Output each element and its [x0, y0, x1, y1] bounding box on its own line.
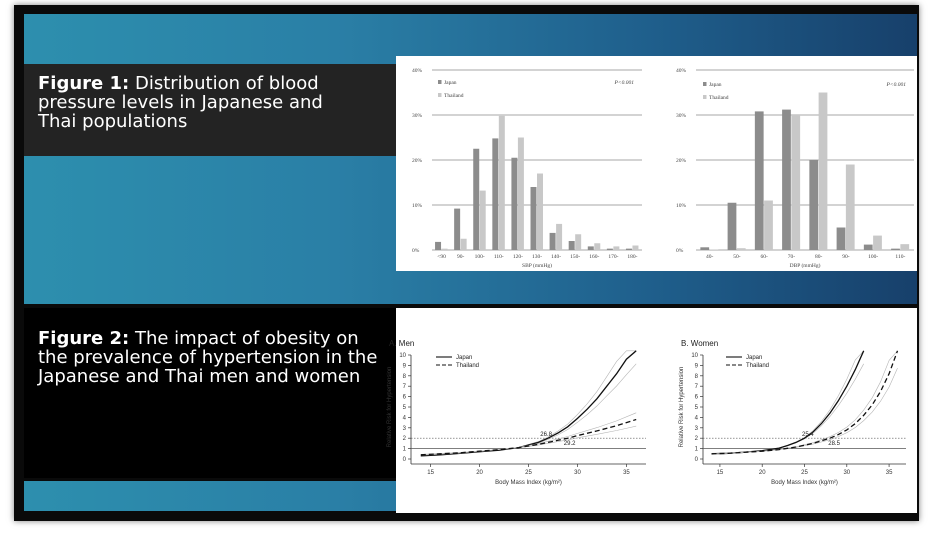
y-tick-label: 10	[691, 353, 698, 359]
bar-japan	[782, 110, 791, 250]
y-tick-label: 4	[694, 415, 698, 422]
figure1-caption-box	[24, 64, 396, 156]
y-tick-label: 2	[402, 436, 406, 443]
ci-line-thailand	[421, 426, 636, 455]
x-tick-label: 40-	[705, 254, 714, 260]
legend-swatch	[703, 95, 707, 99]
y-tick-label: 40%	[412, 68, 423, 74]
ci-line-japan	[712, 364, 864, 455]
y-tick-label: 9	[694, 363, 698, 370]
bar-japan	[755, 111, 764, 250]
x-tick-label: 90-	[456, 254, 465, 260]
y-tick-label: 30%	[676, 113, 687, 119]
series-line-thailand	[421, 420, 636, 455]
x-tick-label: 110-	[895, 254, 906, 260]
bar-japan	[550, 233, 556, 250]
y-tick-label: 20%	[676, 158, 687, 164]
bar-japan	[473, 149, 479, 250]
bar-thailand	[518, 138, 524, 251]
x-tick-label: 180-	[627, 254, 638, 260]
y-tick-label: 1	[694, 446, 698, 453]
bar-japan	[435, 242, 441, 250]
x-tick-label: 120-	[512, 254, 523, 260]
bar-thailand	[764, 201, 773, 251]
bar-japan	[569, 241, 575, 250]
y-tick-label: 7	[402, 384, 406, 391]
x-tick-label: 15	[427, 470, 434, 476]
p-value-label: P<0.001	[886, 82, 906, 88]
figure1-panel	[396, 56, 917, 271]
x-axis-label: DBP (mmHg)	[789, 263, 821, 269]
x-tick-label: 20	[476, 470, 483, 476]
x-tick-label: 60-	[760, 254, 768, 260]
ci-line-thailand	[712, 368, 898, 454]
x-axis-label: SBP (mmHg)	[522, 263, 552, 269]
x-tick-label: 160-	[589, 254, 600, 260]
bar-japan	[864, 245, 873, 250]
ci-line-japan	[421, 351, 636, 456]
y-tick-label: 6	[694, 394, 698, 401]
x-tick-label: 35	[623, 470, 630, 476]
x-tick-label: 25	[801, 470, 808, 476]
slide	[14, 5, 919, 521]
y-tick-label: 8	[694, 373, 698, 380]
bar-thailand	[613, 246, 619, 250]
line-chart-3	[679, 339, 906, 486]
annotation-label: 29.2	[563, 441, 576, 448]
legend-swatch	[438, 80, 442, 84]
bar-japan	[454, 209, 460, 250]
x-tick-label: 30	[843, 470, 851, 476]
annotation-label: 28.5	[828, 441, 840, 448]
bar-thailand	[575, 234, 581, 250]
bar-japan	[531, 187, 537, 250]
y-tick-label: 0	[694, 457, 698, 463]
y-tick-label: 1	[402, 446, 406, 453]
figure1-label: Figure 1:	[38, 73, 130, 94]
bar-japan	[809, 160, 818, 250]
bar-thailand	[737, 248, 746, 250]
legend-label: Japan	[456, 355, 473, 361]
x-tick-label: 70-	[787, 254, 796, 260]
y-tick-label: 4	[402, 415, 406, 422]
legend-label: Thailand	[456, 363, 480, 369]
bar-japan	[588, 246, 594, 250]
bar-thailand	[846, 165, 855, 251]
y-tick-label: 6	[402, 394, 406, 401]
figure1-text: Distribution of blood pressure levels in Japanese and Thai populations	[38, 73, 323, 132]
y-tick-label: 7	[694, 384, 698, 391]
bar-thailand	[461, 239, 467, 250]
x-axis-label: Body Mass Index (kg/m²)	[495, 480, 562, 486]
x-tick-label: 35	[885, 470, 893, 476]
y-tick-label: 3	[694, 425, 698, 432]
y-tick-label: 5	[402, 405, 406, 411]
y-tick-label: 2	[694, 436, 698, 443]
bar-thailand	[791, 115, 800, 250]
figure2-caption	[38, 329, 378, 386]
y-axis-label: Relative Risk for Hypertension	[679, 366, 685, 448]
x-tick-label: 140-	[551, 254, 562, 260]
bar-thailand	[442, 249, 448, 250]
y-tick-label: 5	[694, 405, 698, 411]
legend-label: Japan	[709, 82, 722, 88]
chart-title: A. Men	[389, 339, 415, 348]
x-tick-label: 130-	[531, 254, 543, 260]
legend-label: Thailand	[709, 95, 729, 101]
bar-chart-1	[676, 68, 914, 269]
x-tick-label: <90	[437, 254, 446, 260]
y-tick-label: 10%	[412, 203, 423, 209]
legend-swatch	[438, 93, 442, 97]
x-tick-label: 100-	[474, 254, 485, 260]
series-line-japan	[421, 351, 636, 456]
bar-japan	[511, 158, 517, 250]
bar-japan	[728, 203, 737, 250]
x-tick-label: 30	[574, 470, 581, 476]
y-axis-label: Relative Risk for Hypertension	[387, 366, 393, 448]
chart-title: B. Women	[681, 339, 719, 348]
y-tick-label: 30%	[412, 113, 423, 119]
figure2-label: Figure 2:	[38, 328, 130, 349]
ci-line-thailand	[421, 413, 636, 455]
x-tick-label: 80-	[814, 254, 823, 260]
y-tick-label: 40%	[676, 68, 687, 74]
y-tick-label: 9	[402, 363, 406, 370]
x-tick-label: 150-	[570, 254, 581, 260]
figure1-svg	[396, 56, 917, 271]
y-tick-label: 0	[402, 457, 406, 463]
bar-thailand	[873, 236, 882, 250]
legend-label: Japan	[746, 355, 763, 361]
p-value-label: P<0.001	[614, 80, 634, 86]
y-tick-label: 10	[399, 353, 406, 359]
figure1-caption	[38, 74, 358, 131]
y-tick-label: 8	[402, 373, 406, 380]
figure2-text: The impact of obesity on the prevalence of hypertension in the Japanese and Thai men and women	[38, 328, 378, 387]
annotation-label: 26.8	[540, 432, 552, 439]
bar-chart-0	[412, 68, 642, 269]
bar-thailand	[632, 246, 638, 251]
y-tick-label: 10%	[676, 203, 687, 209]
x-axis-label: Body Mass Index (kg/m²)	[771, 480, 838, 486]
x-tick-label: 25	[525, 470, 532, 476]
bar-thailand	[480, 191, 486, 250]
y-tick-label: 0%	[676, 248, 684, 254]
bar-japan	[492, 138, 498, 250]
y-tick-label: 3	[402, 425, 406, 432]
bar-thailand	[900, 244, 909, 250]
x-tick-label: 20	[758, 470, 766, 476]
bar-thailand	[819, 93, 828, 251]
y-tick-label: 0%	[412, 248, 420, 254]
legend-swatch	[703, 82, 707, 86]
ci-line-japan	[421, 364, 636, 456]
bar-thailand	[537, 174, 543, 251]
line-chart-2	[387, 339, 646, 486]
figure2-svg	[387, 308, 917, 513]
bar-japan	[607, 249, 613, 250]
x-tick-label: 110-	[493, 254, 504, 260]
bar-thailand	[499, 116, 505, 250]
y-tick-label: 20%	[412, 158, 423, 164]
bar-japan	[626, 249, 632, 250]
bar-japan	[891, 249, 900, 250]
bar-japan	[700, 247, 709, 250]
annotation-label: 25.4	[802, 432, 814, 439]
x-tick-label: 100-	[868, 254, 879, 260]
bar-thailand	[594, 243, 600, 250]
legend-label: Japan	[444, 80, 457, 86]
x-tick-label: 15	[716, 470, 724, 476]
legend-label: Thailand	[746, 363, 770, 369]
bar-thailand	[556, 224, 562, 250]
bar-japan	[837, 228, 846, 251]
x-tick-label: 170-	[608, 254, 619, 260]
legend-label: Thailand	[444, 93, 464, 99]
figure2-panel	[387, 308, 917, 513]
x-tick-label: 50-	[733, 254, 741, 260]
x-tick-label: 90-	[842, 254, 850, 260]
figure2-caption-box	[24, 308, 396, 478]
